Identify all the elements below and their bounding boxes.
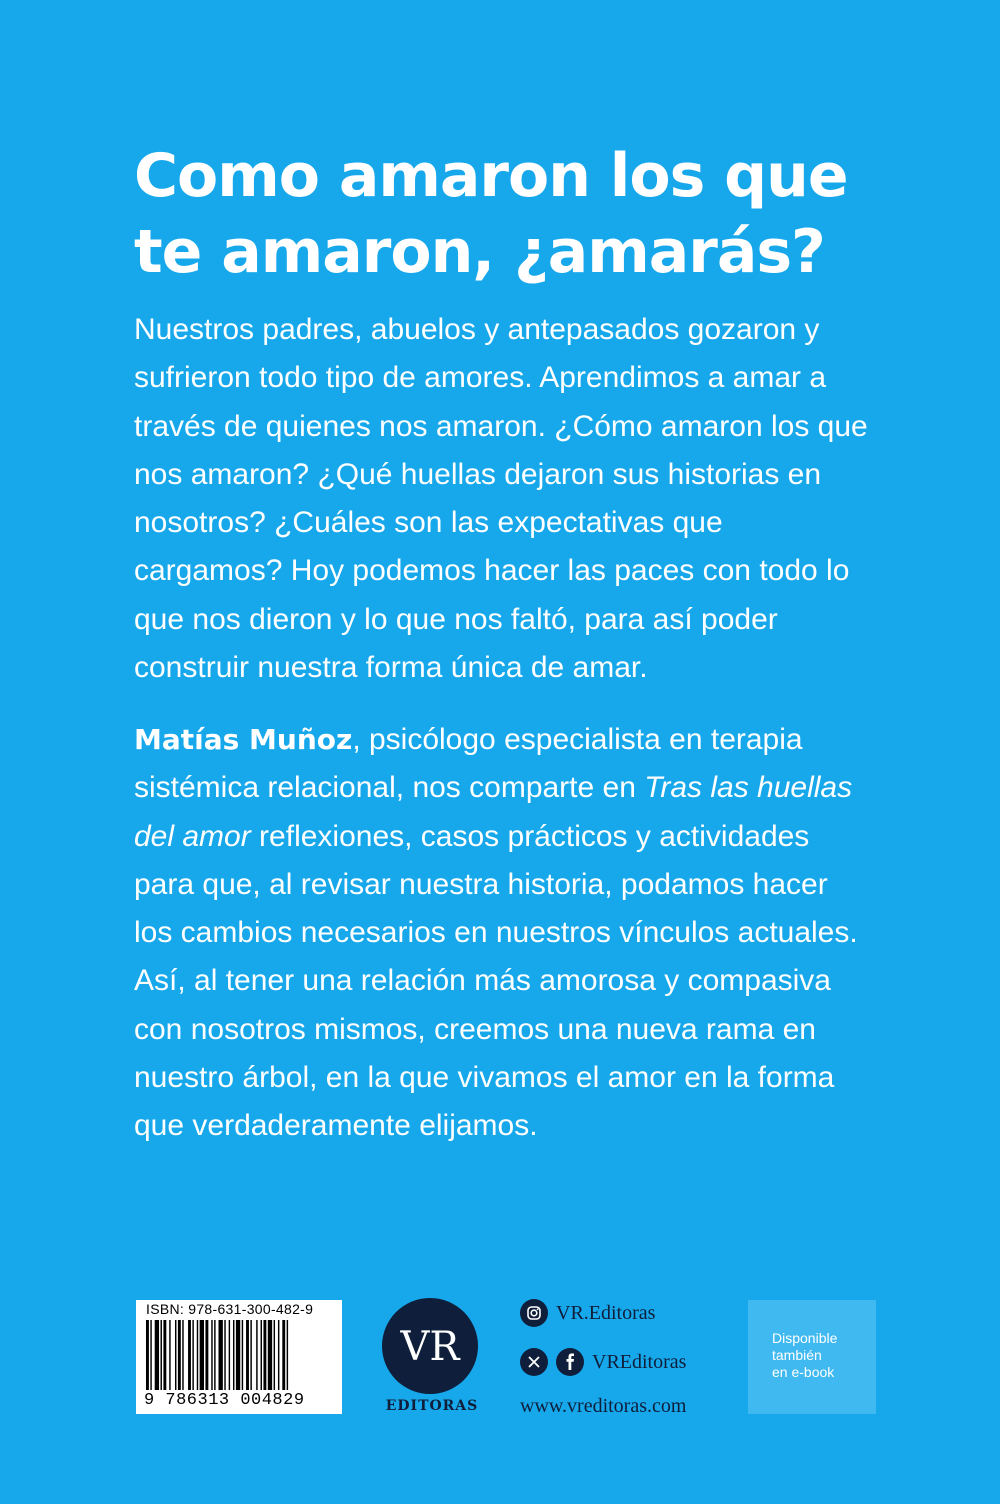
author-paragraph-part-1: , psicólogo especialista en terapia sistémica relacional, nos comparte en (134, 723, 803, 805)
barcode-bar (161, 1320, 162, 1390)
ebook-badge (748, 1300, 876, 1414)
barcode-graphic (144, 1320, 334, 1390)
barcode-bar (233, 1320, 234, 1390)
x-facebook-link[interactable] (520, 1348, 686, 1376)
barcode-bar (282, 1320, 285, 1390)
headline-line-1: Como amaron los que (134, 141, 848, 211)
barcode-bar (287, 1320, 288, 1390)
logo-word: EDITORAS (385, 1398, 479, 1414)
barcode-bar (178, 1320, 181, 1390)
instagram-icon (520, 1299, 548, 1327)
barcode-bar (182, 1320, 183, 1390)
barcode-bar (236, 1320, 240, 1390)
isbn-label: ISBN: 978-631-300-482-9 (146, 1301, 314, 1317)
barcode-bar (205, 1320, 208, 1390)
barcode-bar (219, 1320, 223, 1390)
vr-monogram-icon (390, 1316, 470, 1376)
barcode-bar (214, 1320, 215, 1390)
barcode-bar (242, 1320, 243, 1390)
instagram-link[interactable] (520, 1299, 655, 1327)
website-link[interactable] (520, 1395, 686, 1418)
barcode-bar (278, 1320, 279, 1390)
barcode-bar (250, 1320, 251, 1390)
xfb-handle: VREditoras (592, 1350, 687, 1373)
barcode-bar (169, 1320, 170, 1390)
website-url: www.vreditoras.com (520, 1395, 687, 1417)
barcode-bar (256, 1320, 257, 1390)
barcode-bar (229, 1320, 230, 1390)
barcode-bar (175, 1320, 176, 1390)
barcode-bar (192, 1320, 193, 1390)
x-icon (520, 1348, 548, 1376)
barcode-bar (274, 1320, 275, 1390)
barcode-bar (268, 1320, 272, 1390)
logo-circle (382, 1298, 478, 1394)
book-title: Tras las huellas del amor (134, 771, 853, 853)
barcode-bar (197, 1320, 198, 1390)
barcode-bar (163, 1320, 166, 1390)
logo-letters: VR (400, 1324, 460, 1370)
ebook-line-3: en e-book (772, 1364, 835, 1380)
instagram-handle: VR.Editoras (556, 1301, 656, 1324)
barcode-bar (261, 1320, 262, 1390)
author-name: Matías Muñoz (134, 723, 353, 756)
synopsis-paragraph: Nuestros padres, abuelos y antepasados gozaron y sufrieron todo tipo de amores. Aprendimos a amar a través de quienes nos amaron. ¿Cómo amaron los que nos amaron? ¿Qué huellas dejaron sus historias en nosotros? ¿Cuáles son las expectativas que cargamos? Hoy podemos hacer las paces con todo lo que nos dieron y lo que nos faltó, para así poder construir nuestra forma única de amar. (134, 313, 868, 685)
ebook-line-2: también (772, 1347, 822, 1363)
headline-line-2: te amaron, ¿amarás? (134, 217, 825, 287)
barcode-bar (155, 1320, 159, 1390)
publisher-logo[interactable] (380, 1298, 484, 1416)
barcode-bar (224, 1320, 225, 1390)
ebook-text (772, 1330, 872, 1381)
barcode-bar (200, 1320, 204, 1390)
headline (134, 138, 894, 290)
author-paragraph-part-2: reflexiones, casos prácticos y actividades para que, al revisar nuestra historia, podamos hacer los cambios necesarios en nuestros vínculos actuales. Así, al tener una relación más amorosa y compasiva con nosotros mismos, creemos una nueva rama en nuestro árbol, en la que vivamos el amor en la forma que verdaderamente elijamos. (134, 819, 858, 1143)
barcode-bar (263, 1320, 266, 1390)
barcode-digits: 9 786313 004829 (144, 1391, 305, 1410)
barcode-bar (150, 1320, 151, 1390)
barcode-box (136, 1300, 342, 1414)
barcode-bar (146, 1320, 149, 1390)
barcode-bar (211, 1320, 212, 1390)
facebook-icon (556, 1348, 584, 1376)
author-paragraph (134, 716, 874, 1151)
ebook-line-1: Disponible (772, 1330, 838, 1346)
barcode-bar (246, 1320, 249, 1390)
barcode-bar (188, 1320, 191, 1390)
